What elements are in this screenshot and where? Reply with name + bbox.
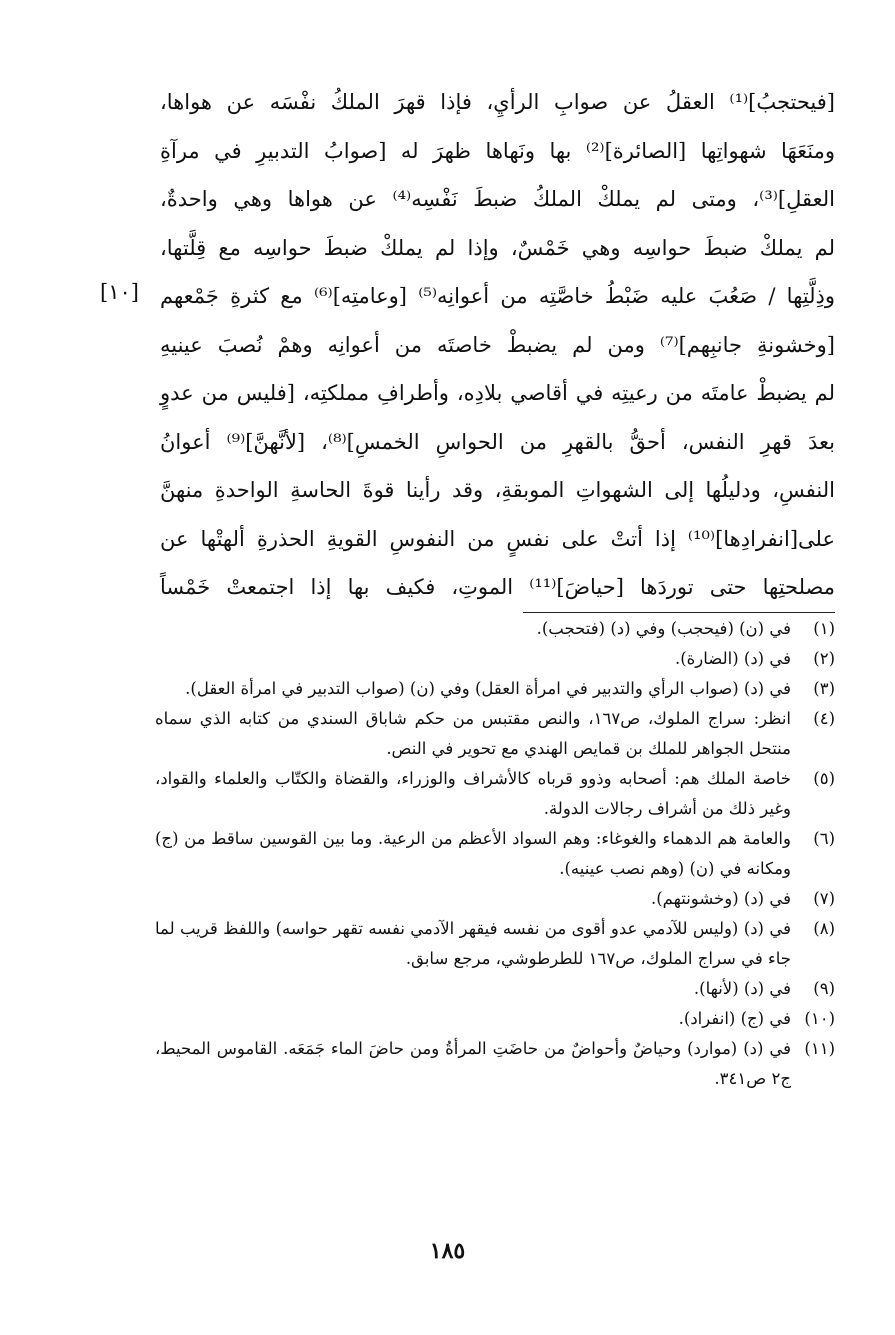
footnote-number: (٩) (813, 979, 835, 998)
footnote-text: انظر: سراج الملوك، ص١٦٧، والنص مقتبس من حكم شاباق السندي من كتابه الذي سماه منتحل الجواهر للملك بن قمايص الهندي مع تحوير في النص. (155, 709, 791, 758)
manuscript-folio-marker: [١٠] (100, 280, 139, 304)
main-text (160, 78, 835, 612)
footnote-number: (٤) (813, 709, 835, 728)
footnote-text: في (د) (الضارة). (674, 649, 791, 668)
footnote (155, 674, 835, 704)
footnote (155, 1034, 835, 1094)
footnote-text: في (د) (وليس للآدمي عدو أقوى من نفسه فيقهر الآدمي نفسه تقهر حواسه) واللفظ قريب لما جاء في سراج الملوك، ص١٦٧ للطرطوشي، مرجع سابق. (155, 919, 791, 968)
main-text-line: [وخشونةِ جانبِهم]⁽⁷⁾ ومن لم يضبطْ خاصتَه من أعوانِه وهمْ نُصبَ عينيهِ (160, 332, 835, 357)
main-text-line: مصلحتِها حتى توردَها [حياضَ]⁽¹¹⁾ الموتِ، فكيف بها إذا اجتمعتْ خَمْساً (160, 575, 835, 599)
footnote-text: في (د) (صواب الرأي والتدبير في امرأة العقل) وفي (ن) (صواب التدبير في امرأة العقل). (185, 679, 791, 698)
footnote (155, 644, 835, 674)
footnote-text: في (ن) (فيحجب) وفي (د) (فتحجب). (536, 619, 791, 638)
footnote-divider (523, 612, 835, 613)
footnote (155, 914, 835, 974)
footnote-number: (٥) (813, 769, 835, 788)
footnote (155, 884, 835, 914)
footnote-text: في (د) (موارد) وحياضٌ وأحواضٌ من حاضَتِ المرأةُ ومن حاضَ الماء جَمَعَه. القاموس المحيط، ج٢ ص٣٤١. (155, 1039, 791, 1088)
footnote-text: في (د) (لأنها). (693, 979, 791, 998)
footnote-number: (٢) (813, 649, 835, 668)
footnote-number: (١٠) (804, 1009, 835, 1028)
footnote-text: والعامة هم الدهماء والغوغاء: وهم السواد الأعظم من الرعية. وما بين القوسين ساقط من (ج) ومكانه في (ن) (وهم نصب عينيه). (155, 829, 791, 878)
footnote (155, 1004, 835, 1034)
footnote-number: (٣) (813, 679, 835, 698)
footnote-text: في (د) (وخشونتهم). (650, 889, 791, 908)
main-text-line: النفسِ، ودليلُها إلى الشهواتِ الموبقةِ، وقد رأينا قوةَ الحاسةِ الواحدةِ منهنَّ (160, 478, 835, 502)
main-text-line: وذِلَّتِها / صَعُبَ عليه ضَبْطُ خاصَّتِه من أعوانِه⁽⁵⁾ [وعامتِه]⁽⁶⁾ مع كثرةِ جَمْعهم (160, 284, 835, 308)
main-text-line: لم يضبطْ عامتَه من رعيتِه في أقاصي بلادِه، وأطرافِ مملكتِه، [فليس من عدوٍ (160, 381, 835, 405)
footnotes (155, 614, 835, 1094)
main-text-line: بعدَ قهرِ النفس، أحقُّ بالقهرِ من الحواسِ الخمسِ]⁽⁸⁾، [لأنَّهنَّ]⁽⁹⁾ أعوانُ (160, 429, 835, 454)
footnote-number: (٧) (813, 889, 835, 908)
footnote-number: (١١) (804, 1039, 835, 1058)
footnote-number: (٦) (813, 829, 835, 848)
footnote (155, 614, 835, 644)
page-number: ١٨٥ (429, 1238, 466, 1264)
main-text-line: لم يملكْ ضبطَ حواسِه وهي خَمْسٌ، وإذا لم يملكْ ضبطَ حواسِه مع قِلَّتها، (160, 235, 835, 260)
main-text-line: على[انفرادِها]⁽¹⁰⁾ إذا أتتْ على نفسٍ من النفوسِ القويةِ الحذرةِ ألهتْها عن (160, 526, 835, 551)
main-text-line: [فيحتجبُ]⁽¹⁾ العقلُ عن صوابِ الرأيِ، فإذا قهرَ الملكُ نفْسَه عن هواها، (160, 90, 835, 114)
footnote (155, 974, 835, 1004)
footnote (155, 764, 835, 824)
main-text-line: العقلِ]⁽³⁾، ومتى لم يملكْ الملكُ ضبطَ نَفْسِه⁽⁴⁾ عن هواها وهي واحدةٌ، (160, 187, 835, 211)
footnote-text: في (ج) (انفراد). (678, 1009, 791, 1028)
footnote-number: (٨) (813, 919, 835, 938)
main-text-line: ومنَعَهَا شهواتِها [الصائرة]⁽²⁾ بها ونَهاها ظهرَ له [صوابُ التدبيرِ في مرآةِ (160, 138, 835, 163)
footnote (155, 824, 835, 884)
footnote-number: (١) (813, 619, 835, 638)
footnote (155, 704, 835, 764)
footnote-text: خاصة الملك هم: أصحابه وذوو قرباه كالأشراف والوزراء، والقضاة والكتّاب والعلماء والقواد، وغير ذلك من أشراف رجالات الدولة. (155, 769, 791, 818)
